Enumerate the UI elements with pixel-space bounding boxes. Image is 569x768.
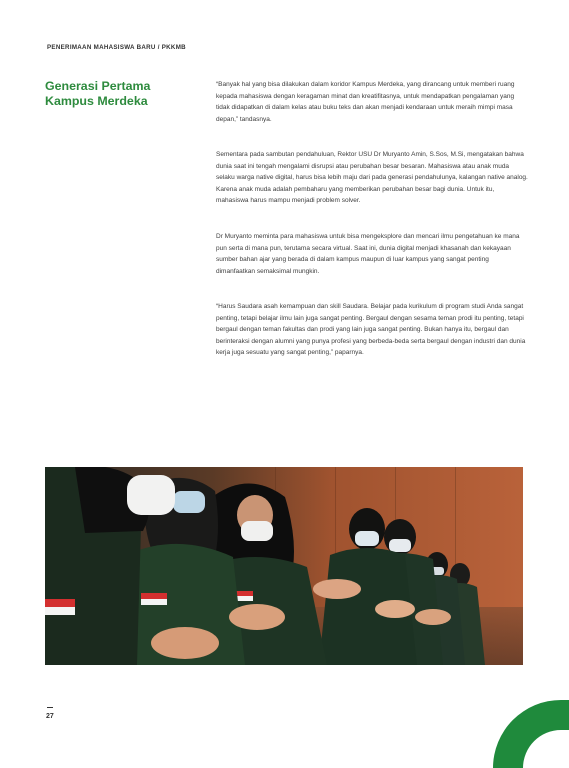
quarter-ring-icon: [493, 700, 569, 768]
body-paragraph-2: Sementara pada sambutan pendahuluan, Rektor USU Dr Muryanto Amin, S.Sos, M.Si, mengatakan bahwa dunia saat ini tengah mengalami disrupsi atau perubahan besar besaran. Mahasiswa atau anak muda selaku warga native digital, harus bisa lebih maju dari pada generasi pendahulunya, kalangan native analog. Karena anak muda adalah pembaharu yang memberikan perubahan besar bagi dunia. Untuk itu, mahasiswa harus mampu menjadi problem solver.: [216, 151, 528, 205]
article-body: [216, 79, 528, 371]
article-title-line-2: Kampus Merdeka: [45, 93, 148, 108]
clapping-hands: [415, 609, 451, 625]
article-title-line-1: Generasi Pertama: [45, 79, 151, 93]
body-paragraph-1: “Banyak hal yang bisa dilakukan dalam koridor Kampus Merdeka, yang dirancang untuk memberi ruang kepada mahasiswa dengan keragaman minat dan kreatifitasnya, untuk mendapatkan pengalaman yang tidak didapatkan di dalam kelas atau buku teks dan akan menjadi kendaraan untuk meraih mimpi masa depan,” tandasnya.: [216, 81, 515, 123]
article-title: [45, 79, 195, 108]
students-photo: [45, 467, 523, 665]
folio-divider: [47, 707, 53, 708]
students-photo-illustration: [45, 467, 523, 665]
page-number: 27: [46, 713, 54, 720]
body-paragraph-4: “Harus Saudara asah kemampuan dan skill Saudara. Belajar pada kurikulum di program studi Anda sangat penting, tetapi belajar ilmu lain juga sangat penting. Bergaul dengan sesama teman prodi itu penting, tetapi bergaul dengan teman fakultas dan prodi yang lain juga sangat penting. Bukan hanya itu, bergaul dan berinteraksi dengan alumni yang punya profesi yang berbeda-beda serta bergaul dengan industri dan dunia kerja juga sesuatu yang sangat penting,” paparnya.: [216, 303, 526, 357]
corner-decoration: [493, 700, 569, 768]
running-header: PENERIMAAN MAHASISWA BARU / PKKMB: [47, 44, 186, 51]
body-paragraph-3: Dr Muryanto meminta para mahasiswa untuk bisa mengeksplore dan mencari ilmu pengetahuan ke mana pun serta di mana pun, terutama secara virtual. Saat ini, dunia digital menjadi khasanah dan kekayaan sumber bahan ajar yang berada di dalam kampus maupun di luar kampus yang sangat penting dimanfaatkan semaksimal mungkin.: [216, 233, 520, 275]
